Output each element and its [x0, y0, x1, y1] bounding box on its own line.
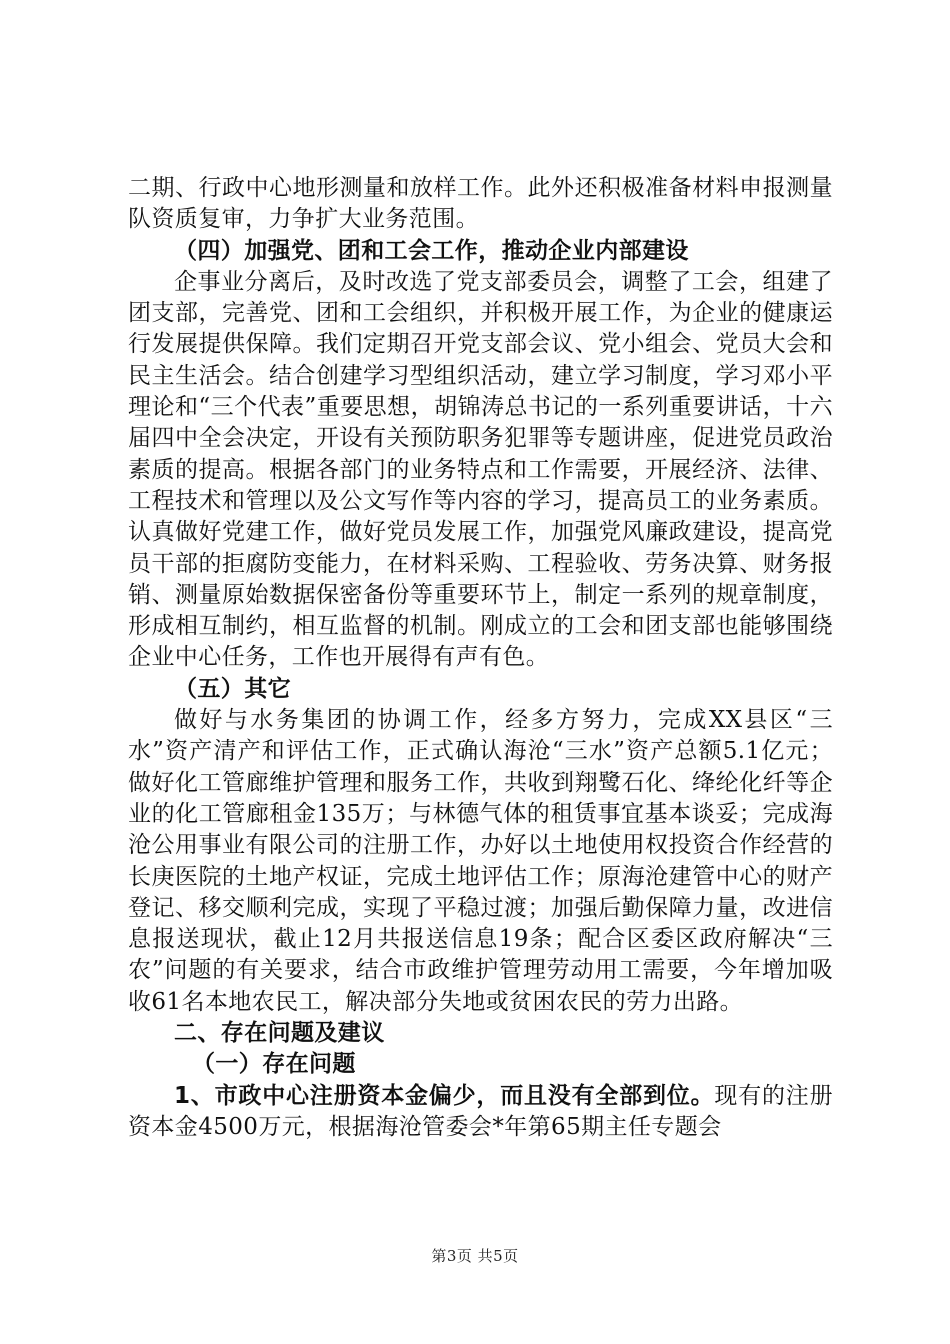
subsection-heading-problems: （一）存在问题: [192, 1051, 356, 1078]
paragraph-other-work: 做好与水务集团的协调工作，经多方努力，完成XX县区“三水”资产清产和评估工作，正式确认海沧“三水”资产总额5.1亿元；做好化工管廊维护管理和服务工作，共收到翔鹭石化、绛纶化纤等企业的化工管廊租金135万；与林德气体的租赁事宜基本谈妥；完成海沧公用事业有限公司的注册工作，办好以土地使用权投资合作经营的长庚医院的土地产权证，完成土地评估工作；原海沧建管中心的财产登记、移交顺利完成，实现了平稳过渡；加强后勤保障力量，改进信息报送现状，截止12月共报送信息19条；配合区委区政府解决“三农”问题的有关要求，结合市政维护管理劳动用工需要，今年增加吸收61名本地农民工，解决部分失地或贫困农民的劳力出路。: [128, 707, 833, 1015]
problem-one-text: 现有的注册资本金4500万元，根据海沧管委会*年第65期主任专题会: [128, 1082, 833, 1140]
paragraph-party-work: 企事业分离后，及时改选了党支部委员会，调整了工会，组建了团支部，完善党、团和工会组织，并积极开展工作，为企业的健康运行发展提供保障。我们定期召开党支部会议、党小组会、党员大会和民主生活会。结合创建学习型组织活动，建立学习制度，学习邓小平理论和“三个代表”重要思想，胡锦涛总书记的一系列重要讲话，十六届四中全会决定，开设有关预防职务犯罪等专题讲座，促进党员政治素质的提高。根据各部门的业务特点和工作需要，开展经济、法律、工程技术和管理以及公文写作等内容的学习，提高员工的业务素质。认真做好党建工作，做好党员发展工作，加强党风廉政建设，提高党员干部的拒腐防变能力，在材料采购、工程验收、劳务决算、财务报销、测量原始数据保密备份等重要环节上，制定一系列的规章制度，形成相互制约，相互监督的机制。刚成立的工会和团支部也能够围绕企业中心任务，工作也开展得有声有色。: [128, 268, 833, 671]
section-heading-four: （四）加强党、团和工会工作，推动企业内部建设: [174, 237, 689, 264]
page-number-footer: 第3页 共5页: [431, 1247, 519, 1265]
problem-one-lead: 1、市政中心注册资本金偏少，而且没有全部到位。: [174, 1082, 715, 1109]
section-heading-five: （五）其它: [174, 675, 291, 702]
chapter-heading-problems: 二、存在问题及建议: [174, 1020, 385, 1047]
document-body: [128, 173, 833, 1143]
paragraph-continuation: 二期、行政中心地形测量和放样工作。此外还积极准备材料申报测量队资质复审，力争扩大业务范围。: [128, 175, 833, 233]
paragraph-problem-one: [128, 1081, 833, 1144]
